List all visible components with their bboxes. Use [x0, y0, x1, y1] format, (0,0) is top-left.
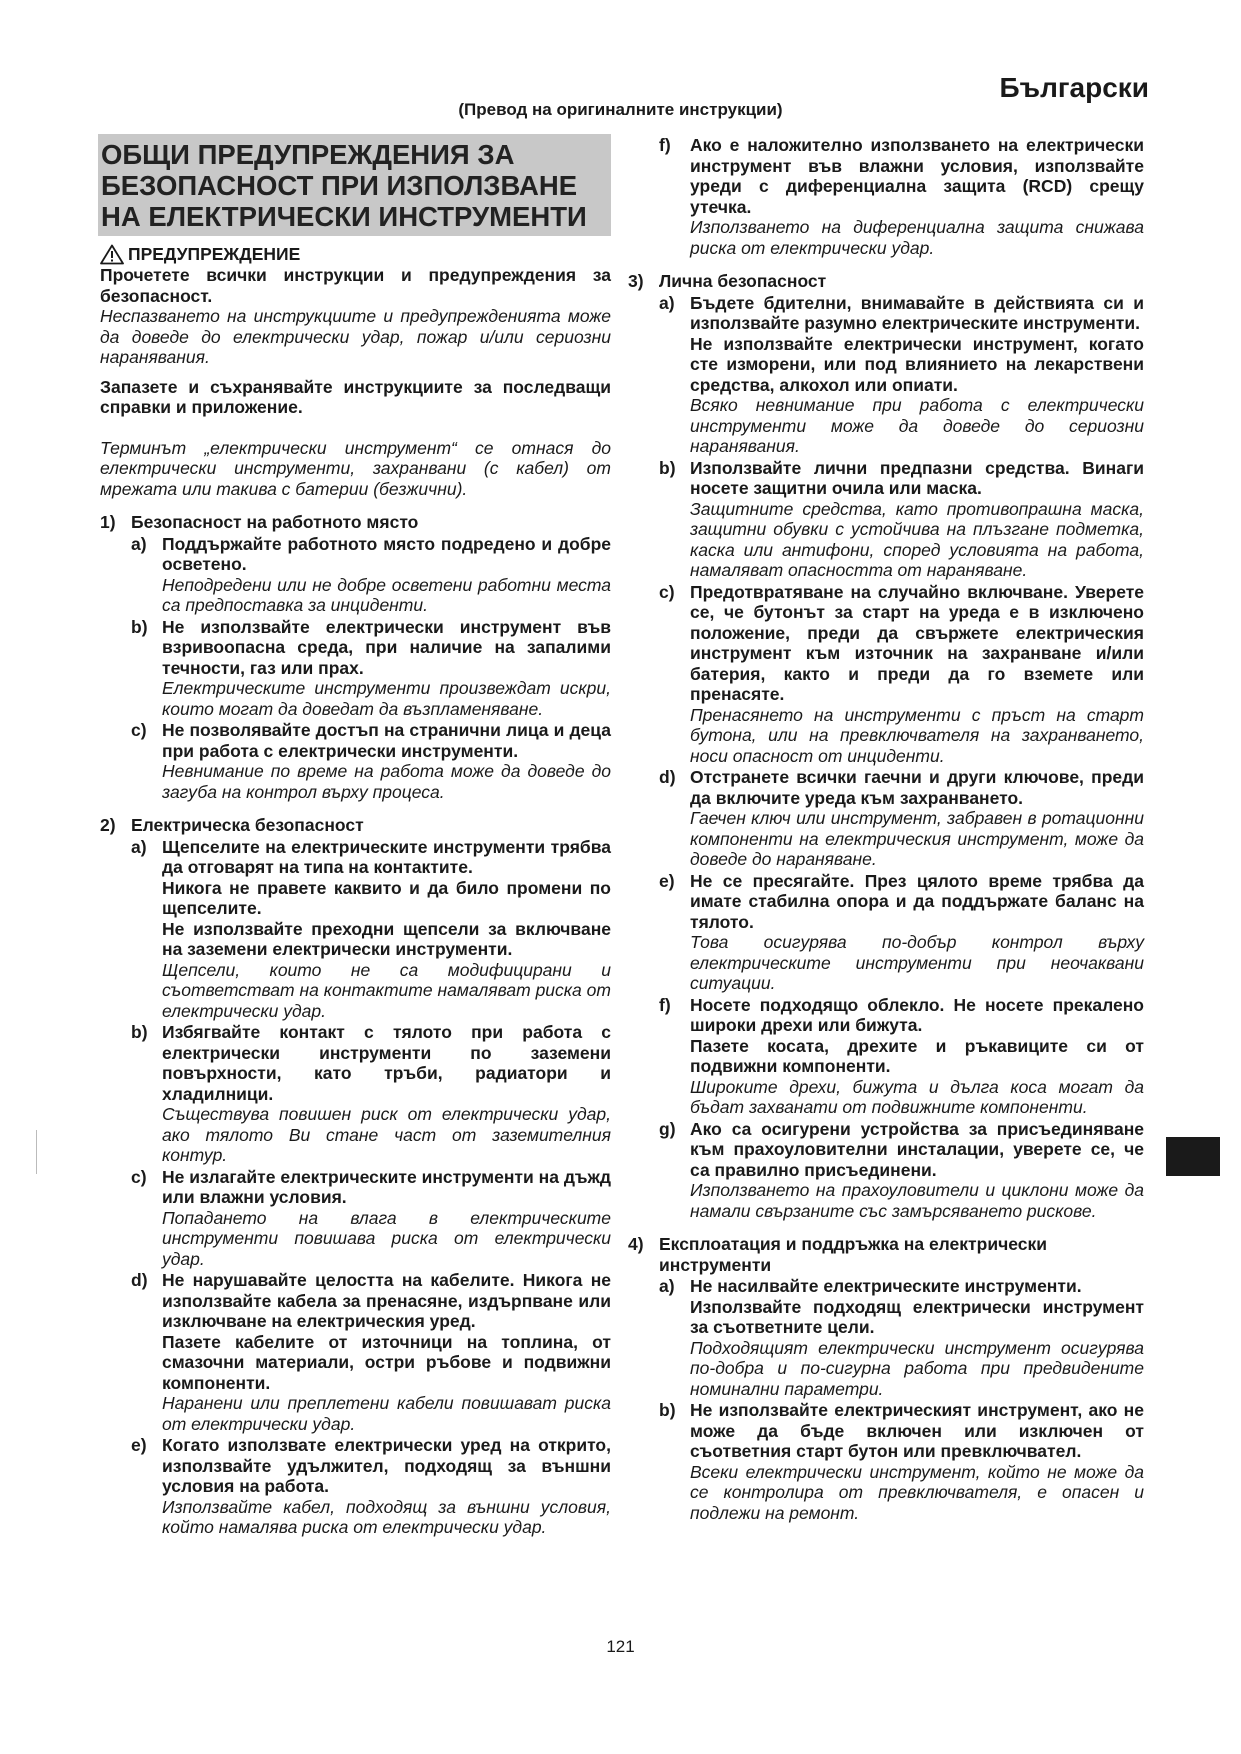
item-label: 1)	[100, 512, 116, 532]
item-label: 3)	[628, 271, 644, 291]
section-heading	[628, 271, 1144, 292]
item-text: Пазете кабелите от източници на топлина, от смазочни материали, остри ръбове и подвижни компоненти.	[162, 1331, 611, 1393]
item-text: Гаечен ключ или инструмент, забравен в ротационни компоненти на електрическия инструмент, може да доведе до нараняване.	[690, 808, 1144, 869]
page-number: 121	[606, 1637, 635, 1656]
right-column	[628, 134, 1144, 1523]
item-label: f)	[659, 135, 671, 155]
item-label: Лична безопасност	[659, 271, 827, 291]
list-item	[628, 135, 1144, 258]
item-text: Пренасянето на инструменти с пръст на старт бутона, или на превключвателя на захранването, носи опасност от инциденти.	[690, 704, 1144, 766]
list-item	[100, 837, 611, 1022]
section-heading	[100, 815, 611, 836]
item-text: Ако е наложително използването на електрически инструмент във влажни условия, използвайте уреди с диференциална защита (RCD) срещу утечка.	[690, 135, 1144, 217]
list-item	[628, 995, 1144, 1118]
item-label: e)	[131, 1435, 147, 1455]
item-label: c)	[131, 1166, 147, 1187]
keep-instructions: Запазете и съхранявайте инструкциите за последващи справки и приложение.	[100, 376, 611, 417]
section-title-line: НА ЕЛЕКТРИЧЕСКИ ИНСТРУМЕНТИ	[101, 201, 587, 232]
language-side-tab	[1166, 1137, 1220, 1176]
language-label: Български	[999, 72, 1149, 103]
item-text: Носете подходящо облекло. Не носете прекалено широки дрехи или бижута.	[690, 994, 1144, 1035]
item-label: b)	[131, 616, 148, 637]
item-label: f)	[659, 994, 671, 1015]
list-item	[100, 617, 611, 720]
item-text: Подходящият електрически инструмент осигурява по-добра и по-сигурна работа при предвидените номинални параметри.	[690, 1337, 1144, 1399]
item-text: Бъдете бдителни, внимавайте в действията си и използвайте разумно електрическите инструменти.	[690, 292, 1144, 333]
item-text: Предотвратяване на случайно включване. Уверете се, че бутонът за старт на уреда е в изключено положение, преди да свържете електрическия инструмент към източник на захранване и/или батерия, както и преди да го вземете или пренасяте.	[690, 581, 1144, 704]
item-text: Не използвайте електрически инструмент във взривоопасна среда, при наличие на запалими течности, газ или прах.	[162, 616, 611, 678]
list-item	[628, 1400, 1144, 1523]
item-text: Не използвайте електрически инструмент, когато сте изморени, или под влиянието на лекарствени средства, алкохол или опиати.	[690, 333, 1144, 395]
intro-bold: Прочетете всички инструкции и предупреждения за безопасност.	[100, 265, 611, 306]
item-text: Всеки електрически инструмент, който не може да се контролира от превключвателя, е опасен и подлежи на ремонт.	[690, 1461, 1144, 1523]
translation-subtitle: (Превод на оригиналните инструкции)	[458, 100, 783, 119]
item-label: d)	[659, 767, 676, 787]
item-text: Когато използвате електрически уред на открито, използвайте удължител, подходящ за външни условия на работа.	[162, 1435, 611, 1496]
item-label: c)	[131, 720, 147, 740]
item-text: Невнимание по време на работа може да доведе до загуба на контрол върху процеса.	[162, 761, 611, 802]
item-label: b)	[659, 457, 676, 478]
list-item	[100, 1270, 611, 1434]
list-item	[628, 458, 1144, 581]
item-text: Щепсели, които не са модифицирани и съответстват на контактите намаляват риска от електрически удар.	[162, 959, 611, 1021]
item-text: Никога не правете каквито и да било промени по щепселите.	[162, 877, 611, 918]
section-title-line: ОБЩИ ПРЕДУПРЕЖДЕНИЯ ЗА	[101, 139, 515, 170]
item-text: Всяко невнимание при работа с електрически инструменти може да доведе до сериозни наранявания.	[690, 395, 1144, 456]
section-title-line: БЕЗОПАСНОСТ ПРИ ИЗПОЛЗВАНЕ	[101, 170, 578, 201]
item-text: Не насилвайте електрическите инструменти.	[690, 1276, 1082, 1296]
item-text: Това осигурява по-добър контрол върху електрическите инструменти при неочаквани ситуации.	[690, 932, 1144, 993]
item-label: d)	[131, 1270, 148, 1290]
warning-label: ПРЕДУПРЕЖДЕНИЕ	[128, 244, 301, 265]
term-definition: Терминът „електрически инструмент“ се отнася до електрически инструменти, захранвани (с кабел) от мрежата или такива с батерии (безжични).	[100, 437, 611, 499]
intro-italic: Неспазването на инструкциите и предупрежденията може да доведе до електрически удар, пожар и/или сериозни наранявания.	[100, 306, 611, 367]
item-text: Не се пресягайте. През цялото време трябва да имате стабилна опора и да поддържате баланс на тялото.	[690, 870, 1144, 932]
item-label: Експлоатация и поддръжка на електрически инструменти	[659, 1234, 1047, 1275]
item-label: a)	[659, 1276, 675, 1296]
item-text: Не използвайте преходни щепсели за включване на заземени електрически инструменти.	[162, 918, 611, 959]
item-text: Ако са осигурени устройства за присъединяване към прахоуловителни инсталации, уверете се, че са правилно присъединени.	[690, 1118, 1144, 1180]
list-item	[628, 582, 1144, 767]
list-item	[628, 1119, 1144, 1222]
item-label: 4)	[628, 1234, 644, 1254]
left-column	[100, 134, 611, 1538]
item-text: Щепселите на електрическите инструменти трябва да отговарят на типа на контактите.	[162, 836, 611, 877]
list-item	[628, 293, 1144, 457]
item-label: g)	[659, 1118, 676, 1139]
item-label: a)	[659, 292, 675, 313]
item-text: Попадането на влага в електрическите инструменти повишава риска от електрически удар.	[162, 1207, 611, 1269]
item-text: Пазете косата, дрехите и ръкавиците си от подвижни компоненти.	[690, 1035, 1144, 1076]
item-label: c)	[659, 581, 675, 602]
list-item	[100, 1022, 611, 1166]
item-text: Използването на прахоуловители и циклони може да намали свързаните със замърсяването рискове.	[690, 1180, 1144, 1221]
list-item	[100, 1167, 611, 1270]
item-text: Използвайте подходящ електрически инструмент за съответните цели.	[690, 1296, 1144, 1337]
item-label: a)	[131, 836, 147, 857]
item-text: Не нарушавайте целостта на кабелите. Никога не използвайте кабела за пренасяне, издърпване или изключване на електрическия уред.	[162, 1270, 611, 1331]
item-text: Неподредени или не добре осветени работни места са предпоставка за инциденти.	[162, 574, 611, 615]
item-text: Широките дрехи, бижута и дълга коса могат да бъдат захванати от подвижните компоненти.	[690, 1076, 1144, 1117]
item-label: b)	[131, 1022, 148, 1042]
item-text: Използването на диференциална защита снижава риска от електрически удар.	[690, 217, 1144, 258]
item-label: Електрическа безопасност	[131, 815, 364, 835]
item-text: Използвайте лични предпазни средства. Винаги носете защитни очила или маска.	[690, 457, 1144, 498]
list-item	[628, 1276, 1144, 1399]
item-label: Безопасност на работното място	[131, 512, 419, 532]
section-title-box	[98, 134, 611, 236]
item-text: Защитните средства, като противопрашна маска, защитни обувки с устойчива на плъзгане подметка, каска или антифони, според условията на работа, намаляват опасността от нараняване.	[690, 498, 1144, 580]
item-text: Не използвайте електрическият инструмент, ако не може да бъде включен или изключен от съответния старт бутон или превключвател.	[690, 1400, 1144, 1461]
margin-mark	[36, 1130, 37, 1174]
item-text: Използвайте кабел, подходящ за външни условия, който намалява риска от електрически удар.	[162, 1496, 611, 1537]
list-item	[100, 720, 611, 802]
item-label: 2)	[100, 815, 116, 835]
item-text: Съществува повишен риск от електрически удар, ако тялото Ви стане част от заземителния контур.	[162, 1104, 611, 1165]
warning-triangle-icon	[100, 244, 124, 265]
item-text: Наранени или преплетени кабели повишават риска от електрически удар.	[162, 1393, 611, 1434]
warning-heading	[100, 244, 611, 265]
item-text: Отстранете всички гаечни и други ключове, преди да включите уреда към захранването.	[690, 767, 1144, 808]
list-item	[628, 871, 1144, 994]
list-item	[628, 767, 1144, 870]
item-text: Електрическите инструменти произвеждат искри, които могат да доведат да възпламеняване.	[162, 678, 611, 719]
list-item	[100, 1435, 611, 1538]
item-text: Не излагайте електрическите инструменти на дъжд или влажни условия.	[162, 1166, 611, 1207]
item-text: Поддържайте работното място подредено и добре осветено.	[162, 533, 611, 574]
item-text: Избягвайте контакт с тялото при работа с електрически инструменти по заземени повърхности, като тръби, радиатори и хладилници.	[162, 1022, 611, 1104]
item-text: Не позволявайте достъп на странични лица и деца при работа с електрически инструменти.	[162, 720, 611, 761]
item-label: e)	[659, 870, 675, 891]
list-item	[100, 534, 611, 616]
section-heading	[628, 1234, 1144, 1275]
item-label: a)	[131, 533, 147, 554]
item-label: b)	[659, 1400, 676, 1420]
section-heading	[100, 512, 611, 533]
